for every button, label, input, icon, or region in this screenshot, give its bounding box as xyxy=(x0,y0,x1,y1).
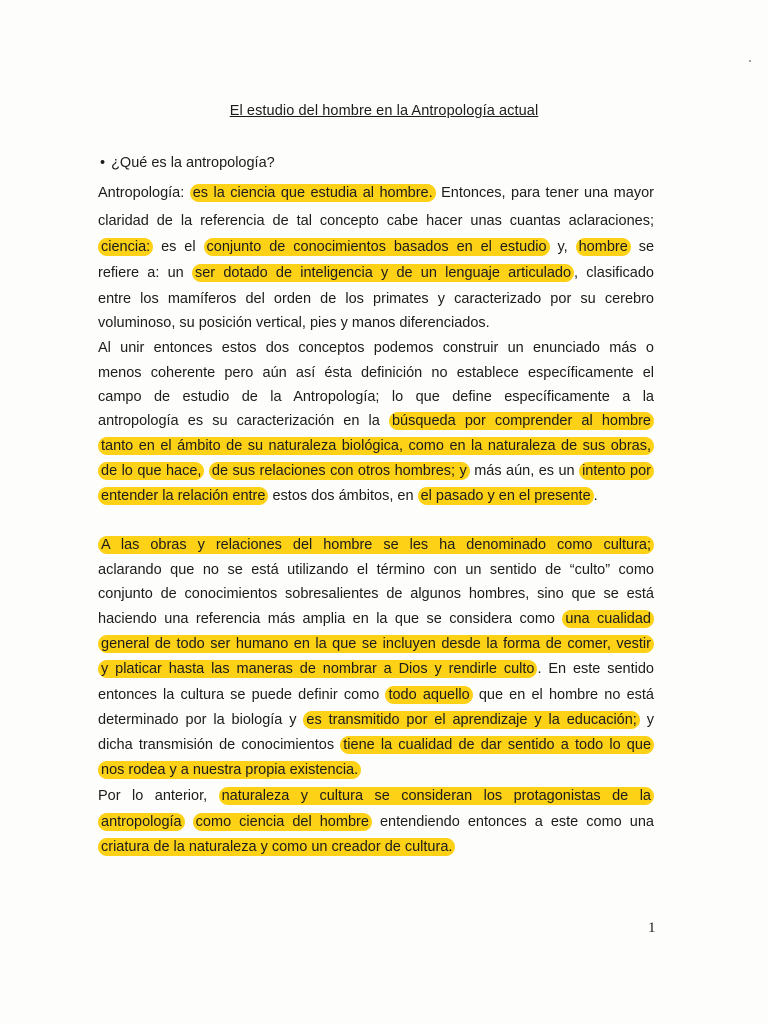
text-line xyxy=(98,710,654,730)
text-line xyxy=(98,461,654,481)
text-line xyxy=(98,735,654,755)
text-line xyxy=(98,183,654,203)
text-span: refiere a: un xyxy=(98,265,192,281)
text-span: claridad de la referencia de tal concepto cabe hacer unas cuantas aclaraciones; xyxy=(98,213,654,229)
text-line xyxy=(98,535,654,555)
question-heading xyxy=(100,155,275,171)
text-line xyxy=(98,560,654,580)
text-span: conjunto de conocimientos sobresalientes de algunos hombres, sino que se está xyxy=(98,586,654,602)
text-span: dicha transmisión de conocimientos xyxy=(98,737,341,753)
text-line xyxy=(98,812,654,832)
highlighted-text: general de todo ser humano en la que se incluyen desde la forma de comer, vestir xyxy=(98,635,654,653)
highlighted-text: intento por xyxy=(579,462,654,480)
text-line xyxy=(98,387,654,407)
text-span: . xyxy=(593,488,598,504)
highlighted-text: naturaleza y cultura se consideran los protagonistas de la xyxy=(219,787,654,805)
highlighted-text: es transmitido por el aprendizaje y la educación; xyxy=(303,711,639,729)
text-line xyxy=(98,786,654,806)
text-span: es el xyxy=(153,239,204,255)
highlighted-text: tanto en el ámbito de su naturaleza biológica, como en la naturaleza de sus obras, xyxy=(98,437,654,455)
text-span: antropología es su caracterización en la xyxy=(98,413,389,429)
text-span: más aún, es un xyxy=(469,463,580,479)
text-span: entre los mamíferos del orden de los primates y caracterizado por su cerebro xyxy=(98,291,654,307)
text-line xyxy=(98,237,654,257)
text-line xyxy=(98,609,654,629)
highlighted-text: ser dotado de inteligencia y de un lenguaje articulado xyxy=(192,264,574,282)
text-line xyxy=(98,289,654,309)
text-span: menos coherente pero aún así ésta definición no establece específicamente el xyxy=(98,365,654,381)
page-number: 1 xyxy=(648,920,656,936)
text-span: que en el hombre no está xyxy=(472,687,654,703)
scan-speck xyxy=(749,60,751,62)
highlighted-text: A las obras y relaciones del hombre se les ha denominado como cultura; xyxy=(98,536,654,554)
highlighted-text: entender la relación entre xyxy=(98,487,268,505)
text-span: Entonces, para tener una mayor xyxy=(435,185,654,201)
text-span: estos dos ámbitos, en xyxy=(268,488,418,504)
text-span: Antropología: xyxy=(98,185,190,201)
highlighted-text: una cualidad xyxy=(562,610,654,628)
text-span: entonces la cultura se puede definir como xyxy=(98,687,386,703)
question-text: ¿Qué es la antropología? xyxy=(111,155,275,171)
text-span: entendiendo entonces a este como una xyxy=(371,814,654,830)
text-span: Por lo anterior, xyxy=(98,788,219,804)
highlighted-text: de lo que hace, xyxy=(98,462,204,480)
highlighted-text: como ciencia del hombre xyxy=(193,813,372,831)
text-line xyxy=(98,313,654,333)
text-line xyxy=(98,486,654,506)
text-line xyxy=(98,837,654,857)
text-line xyxy=(98,760,654,780)
text-line xyxy=(98,411,654,431)
highlighted-text: tiene la cualidad de dar sentido a todo lo que xyxy=(340,736,654,754)
highlighted-text: es la ciencia que estudia al hombre. xyxy=(190,184,436,202)
highlighted-text: criatura de la naturaleza y como un creador de cultura. xyxy=(98,838,455,856)
highlighted-text: el pasado y en el presente xyxy=(418,487,594,505)
text-line xyxy=(98,338,654,358)
text-span: aclarando que no se está utilizando el término con un sentido de “culto” como xyxy=(98,562,654,578)
text-line xyxy=(98,634,654,654)
text-span xyxy=(185,814,193,830)
text-line xyxy=(98,263,654,283)
text-line xyxy=(98,685,654,705)
highlighted-text: antropología xyxy=(98,813,185,831)
text-span: y, xyxy=(549,239,576,255)
highlighted-text: hombre xyxy=(576,238,631,256)
highlighted-text: nos rodea y a nuestra propia existencia. xyxy=(98,761,361,779)
text-span: voluminoso, su posición vertical, pies y manos diferenciados. xyxy=(98,315,490,331)
text-line xyxy=(98,363,654,383)
text-line xyxy=(98,584,654,604)
text-line xyxy=(98,211,654,231)
text-span: . En este sentido xyxy=(537,661,655,677)
text-span: determinado por la biología y xyxy=(98,712,304,728)
text-line xyxy=(98,659,654,679)
text-span: se xyxy=(630,239,655,255)
highlighted-text: y platicar hasta las maneras de nombrar a Dios y rendirle culto xyxy=(98,660,537,678)
text-line xyxy=(98,436,654,456)
highlighted-text: búsqueda por comprender al hombre xyxy=(389,412,654,430)
text-span: , clasificado xyxy=(574,265,654,281)
highlighted-text: de sus relaciones con otros hombres; y xyxy=(209,462,470,480)
highlighted-text: todo aquello xyxy=(385,686,472,704)
highlighted-text: ciencia: xyxy=(98,238,153,256)
text-span: campo de estudio de la Antropología; lo que define específicamente a la xyxy=(98,389,654,405)
text-span: Al unir entonces estos dos conceptos podemos construir un enunciado más o xyxy=(98,340,654,356)
highlighted-text: conjunto de conocimientos basados en el estudio xyxy=(204,238,550,256)
text-span: haciendo una referencia más amplia en la que se considera como xyxy=(98,611,563,627)
text-span: y xyxy=(639,712,654,728)
bullet-icon: • xyxy=(100,155,106,171)
document-title: El estudio del hombre en la Antropología actual xyxy=(229,103,539,119)
